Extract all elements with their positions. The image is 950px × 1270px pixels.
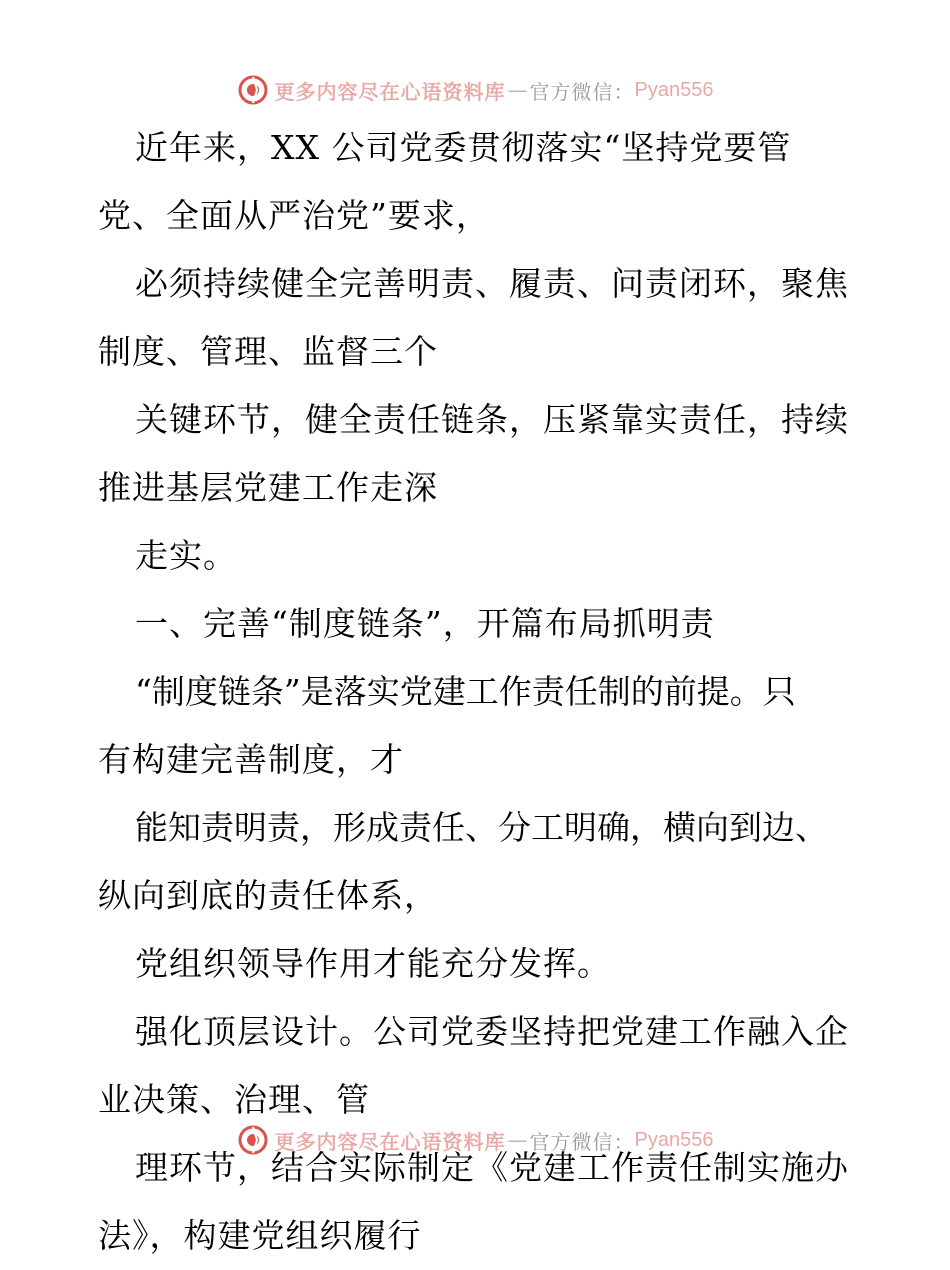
logo-icon xyxy=(237,1124,269,1156)
text-line: 法》，构建党组织履行 xyxy=(98,1216,422,1255)
text-line: “制度链条”是落实党建工作责任制的前提。只 xyxy=(135,672,796,711)
text-line: 强化顶层设计。公司党委坚持把党建工作融入企 xyxy=(135,1012,849,1051)
text-line: 纵向到底的责任体系， xyxy=(98,876,438,915)
logo-icon xyxy=(237,74,269,106)
text-line: 必须持续健全完善明责、履责、问责闭环，聚焦 xyxy=(135,264,849,303)
text-line: 走实。 xyxy=(135,536,237,575)
text-line: 理环节，结合实际制定《党建工作责任制实施办 xyxy=(135,1148,849,1187)
watermark-brand: 更多内容尽在心语资料库 xyxy=(274,1129,506,1154)
text-line: 推进基层党建工作走深 xyxy=(98,468,438,507)
text-line: 党、全面从严治党”要求， xyxy=(98,196,490,235)
watermark-official: 官方微信： xyxy=(529,1129,635,1154)
footer-watermark xyxy=(0,1120,950,1160)
text-line: 近年来，XX 公司党委贯彻落实“坚持党要管 xyxy=(135,128,792,167)
watermark-account: Pyan556 xyxy=(634,78,714,101)
watermark-separator: — xyxy=(507,78,528,102)
text-line: 制度、管理、监督三个 xyxy=(98,332,438,371)
section-heading: 一、完善“制度链条”，开篇布局抓明责 xyxy=(135,604,715,643)
watermark-separator: — xyxy=(507,1128,528,1152)
watermark-official: 官方微信： xyxy=(529,79,635,104)
text-line: 关键环节，健全责任链条，压紧靠实责任，持续 xyxy=(135,400,849,439)
header-watermark xyxy=(0,70,950,110)
document-body xyxy=(98,114,858,1270)
watermark-account: Pyan556 xyxy=(634,1128,714,1151)
text-line: 业决策、治理、管 xyxy=(98,1080,370,1119)
watermark-brand: 更多内容尽在心语资料库 xyxy=(274,79,506,104)
text-line: 有构建完善制度，才 xyxy=(98,740,404,779)
text-line: 党组织领导作用才能充分发挥。 xyxy=(135,944,611,983)
text-line: 能知责明责，形成责任、分工明确，横向到边、 xyxy=(135,808,828,847)
